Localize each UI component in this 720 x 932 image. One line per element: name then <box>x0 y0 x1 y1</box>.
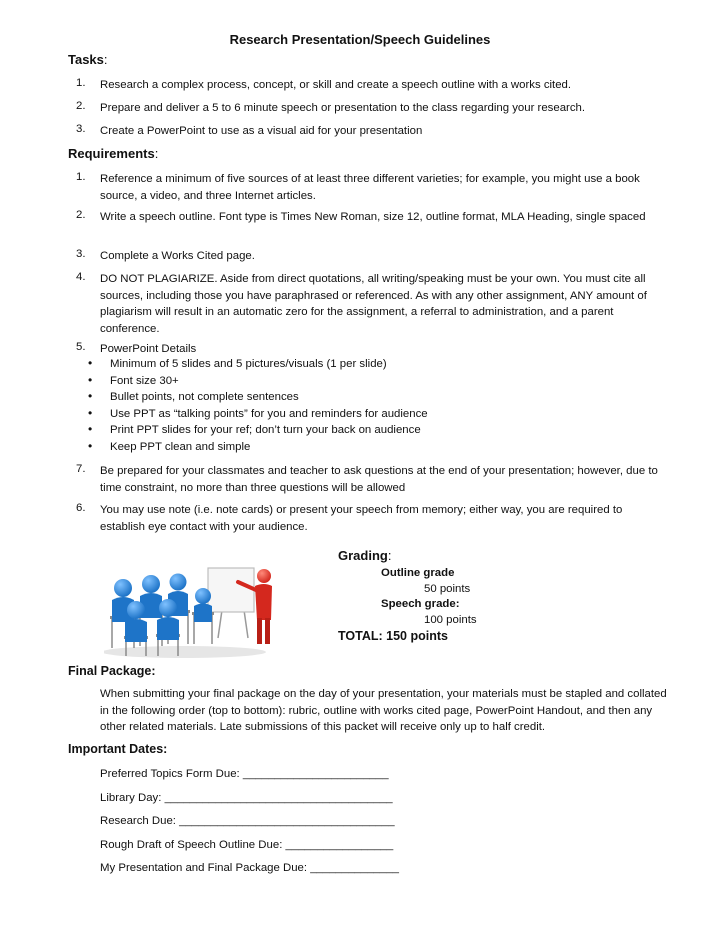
list-item: Research a complex process, concept, or skill and create a speech outline with a works cited. <box>100 79 572 91</box>
total-points: TOTAL: 150 points <box>338 629 448 643</box>
bullet-item: Minimum of 5 slides and 5 pictures/visuals (1 per slide) <box>110 358 387 370</box>
outline-grade-label: Outline grade <box>381 567 455 579</box>
list-number: 1. <box>76 171 86 183</box>
page-title: Research Presentation/Speech Guidelines <box>229 32 491 47</box>
bullet-item: Font size 30+ <box>110 375 179 387</box>
list-item: Create a PowerPoint to use as a visual aid for your presentation <box>100 125 423 137</box>
list-number: 5. <box>76 341 86 353</box>
presentation-illustration <box>104 560 284 658</box>
date-item: Preferred Topics Form Due: _______________________ <box>100 768 389 780</box>
date-item: Research Due: __________________________________ <box>100 815 395 827</box>
requirements-heading: Requirements: <box>68 146 159 161</box>
list-item: Write a speech outline. Font type is Times New Roman, size 12, outline format, MLA Heading, single spaced <box>100 211 646 223</box>
bullet-item: Keep PPT clean and simple <box>110 441 251 453</box>
bullet-item: Use PPT as “talking points” for you and reminders for audience <box>110 408 428 420</box>
date-item: My Presentation and Final Package Due: ______________ <box>100 862 399 874</box>
list-number: 1. <box>76 77 86 89</box>
list-number: 4. <box>76 271 86 283</box>
list-number: 7. <box>76 463 86 475</box>
list-number: 3. <box>76 248 86 260</box>
bullet-item: Print PPT slides for your ref; don’t turn your back on audience <box>110 424 421 436</box>
list-item: You may use note (i.e. note cards) or present your speech from memory; either way, you are required to establish eye contact with your audience. <box>100 504 623 533</box>
bullet-item: Bullet points, not complete sentences <box>110 391 299 403</box>
bullet-icon: • <box>88 439 93 453</box>
bullet-icon: • <box>88 356 93 370</box>
speech-grade-points: 100 points <box>424 614 477 626</box>
list-item: Reference a minimum of five sources of at least three different varieties; for example, you might use a book source, a video, and three Internet articles. <box>100 173 640 202</box>
bullet-icon: • <box>88 389 93 403</box>
list-item: Complete a Works Cited page. <box>100 250 255 262</box>
final-package-text: When submitting your final package on the day of your presentation, your materials must be stapled and collated in the following order (top to bottom): rubric, outline with works cited page, PowerPoint Handout, and then any other related materials. Late submissions of this packet will receive only up to half credit. <box>100 688 667 733</box>
date-item: Library Day: ____________________________________ <box>100 792 393 804</box>
list-number: 3. <box>76 123 86 135</box>
list-number: 2. <box>76 209 86 221</box>
presentation-board-icon <box>208 568 254 638</box>
bullet-icon: • <box>88 406 93 420</box>
list-number: 6. <box>76 502 86 514</box>
list-item: DO NOT PLAGIARIZE. Aside from direct quotations, all writing/speaking must be your own. You must cite all sources, including those you have paraphrased or referenced. As with any other assignment, ANY amount of plagiarism will result in an automatic zero for the assignment, a referral to administration, and a parent conference. <box>100 273 647 335</box>
outline-grade-points: 50 points <box>424 583 471 595</box>
speech-grade-label: Speech grade: <box>381 598 460 610</box>
tasks-heading: Tasks: <box>68 52 108 67</box>
important-dates-heading: Important Dates: <box>68 742 168 756</box>
bullet-icon: • <box>88 373 93 387</box>
final-package-heading: Final Package: <box>68 664 156 678</box>
list-number: 2. <box>76 100 86 112</box>
list-item: PowerPoint Details <box>100 343 197 355</box>
grading-heading: Grading: <box>338 548 392 563</box>
list-item: Be prepared for your classmates and teacher to ask questions at the end of your presentation; however, due to time constraint, no more than three questions will be allowed <box>100 465 658 494</box>
date-item: Rough Draft of Speech Outline Due: _________________ <box>100 839 394 851</box>
list-item: Prepare and deliver a 5 to 6 minute speech or presentation to the class regarding your research. <box>100 102 586 114</box>
audience-figures-icon <box>110 574 214 657</box>
bullet-icon: • <box>88 422 93 436</box>
